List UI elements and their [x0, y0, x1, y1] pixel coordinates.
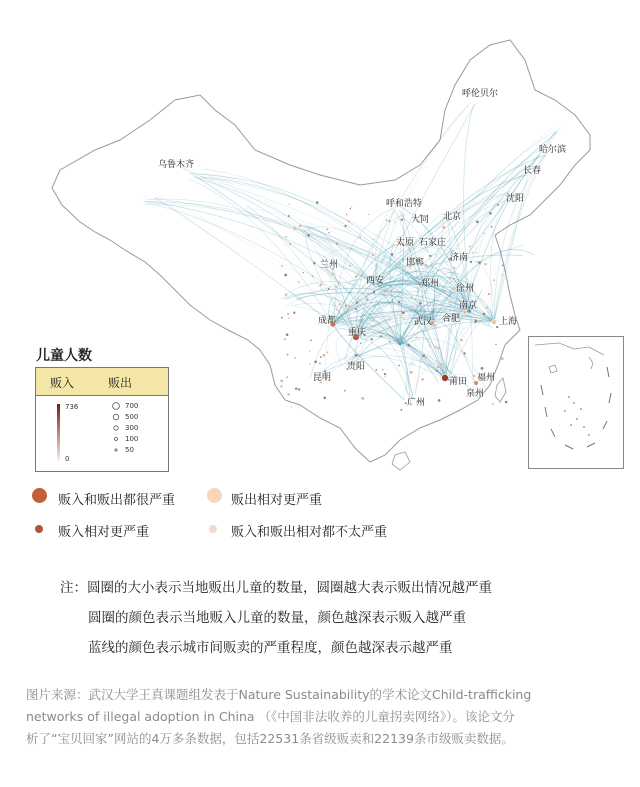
- minor-city-dot: [416, 284, 418, 286]
- minor-city-dot: [505, 401, 508, 404]
- legend-out-50: 50: [125, 446, 134, 454]
- legend-in-max: 736: [65, 403, 79, 411]
- minor-city-dot: [356, 301, 358, 303]
- minor-city-dot: [368, 214, 369, 215]
- minor-city-dot: [349, 265, 350, 266]
- note-line-1: 注：圆圈的大小表示当地贩出儿童的数量，圆圈越大表示贩出情况越严重: [60, 580, 492, 596]
- minor-city-dot: [413, 363, 414, 364]
- city-label-shanghai: 上海: [499, 317, 518, 327]
- city-label-kunming: 昆明: [313, 373, 332, 383]
- minor-city-dot: [404, 338, 406, 340]
- minor-city-dot: [309, 350, 310, 351]
- minor-city-dot: [435, 347, 436, 348]
- minor-city-dot: [436, 370, 438, 372]
- south-china-sea-inset: [528, 336, 624, 469]
- minor-city-dot: [280, 385, 282, 387]
- minor-city-dot: [402, 278, 404, 280]
- minor-city-dot: [360, 316, 361, 317]
- minor-city-dot: [502, 265, 504, 267]
- city-label-chongqing: 重庆: [348, 328, 367, 338]
- city-label-changchun: 长春: [523, 166, 542, 176]
- minor-city-dot: [495, 234, 497, 236]
- minor-city-dot: [411, 297, 412, 298]
- minor-city-dot: [293, 227, 296, 230]
- minor-city-dot: [425, 356, 427, 358]
- minor-city-dot: [351, 206, 352, 207]
- minor-city-dot: [391, 300, 393, 302]
- source-line-1: 图片来源：武汉大学王真课题组发表于Nature Sustainability的学术论文Child-trafficking: [26, 687, 532, 702]
- minor-city-dot: [472, 252, 474, 254]
- city-label-zhengzhou: 郑州: [421, 279, 440, 289]
- minor-city-dot: [402, 312, 405, 315]
- minor-city-dot: [320, 356, 322, 358]
- minor-city-dot: [375, 369, 377, 371]
- category-dot-out-severe: [207, 488, 222, 503]
- minor-city-dot: [491, 226, 493, 228]
- minor-city-dot: [291, 406, 292, 407]
- legend-out-500: 500: [125, 413, 139, 421]
- minor-city-dot: [328, 232, 329, 233]
- minor-city-dot: [309, 363, 311, 365]
- minor-city-dot: [443, 226, 446, 229]
- minor-city-dot: [323, 354, 326, 357]
- minor-city-dot: [410, 371, 413, 374]
- minor-city-dot: [475, 319, 478, 322]
- minor-city-dot: [501, 275, 502, 276]
- minor-city-dot: [484, 263, 486, 265]
- minor-city-dot: [486, 307, 488, 309]
- city-label-urumqi: 乌鲁木齐: [158, 160, 195, 170]
- minor-city-dot: [448, 302, 450, 304]
- minor-city-dot: [470, 261, 472, 263]
- category-label-neither-severe: 贩入和贩出相对都不太严重: [231, 525, 388, 540]
- city-label-wuhan: 武汉: [414, 317, 433, 327]
- minor-city-dot: [346, 214, 347, 215]
- minor-city-dot: [424, 264, 427, 267]
- minor-city-dot: [462, 210, 463, 211]
- minor-city-dot: [303, 272, 304, 273]
- minor-city-dot: [478, 261, 481, 264]
- minor-city-dot: [398, 301, 400, 303]
- minor-city-dot: [488, 293, 491, 296]
- city-label-hulunbuir: 呼伦贝尔: [462, 89, 499, 99]
- legend-in-min: 0: [65, 455, 70, 463]
- minor-city-dot: [402, 259, 404, 261]
- minor-city-dot: [484, 233, 485, 234]
- legend-out-circle-300: [114, 426, 118, 430]
- city-label-xian: 西安: [366, 276, 385, 286]
- minor-city-dot: [288, 215, 290, 217]
- source-line-2: networks of illegal adoption in China （《中国非法收养的儿童拐卖网络》）。该论文分: [26, 709, 515, 724]
- minor-city-dot: [319, 363, 320, 364]
- minor-city-dot: [380, 335, 382, 337]
- minor-city-dot: [404, 318, 406, 320]
- minor-city-dot: [312, 275, 314, 277]
- legend-out-100: 100: [125, 435, 139, 443]
- minor-city-dot: [429, 255, 431, 257]
- city-label-hefei: 合肥: [442, 314, 461, 324]
- minor-city-dot: [373, 320, 375, 322]
- minor-city-dot: [326, 228, 328, 230]
- city-label-quanzhou: 泉州: [466, 389, 485, 399]
- minor-city-dot: [441, 304, 442, 305]
- note-line-3: 蓝线的颜色表示城市间贩卖的严重程度，颜色越深表示越严重: [88, 640, 453, 656]
- minor-city-dot: [331, 273, 333, 275]
- legend-out-300: 300: [125, 424, 139, 432]
- category-dot-both-severe: [32, 488, 47, 503]
- minor-city-dot: [320, 283, 323, 286]
- city-label-shenyang: 沈阳: [506, 194, 525, 204]
- minor-city-dot: [389, 319, 391, 321]
- minor-city-dot: [287, 313, 289, 315]
- minor-city-dot: [285, 294, 287, 296]
- minor-city-dot: [299, 224, 301, 226]
- minor-city-dot: [366, 299, 368, 301]
- minor-city-dot: [385, 219, 387, 221]
- minor-city-dot: [328, 288, 330, 290]
- minor-city-dot: [286, 376, 287, 377]
- minor-city-dot: [492, 403, 494, 405]
- category-label-out-severe: 贩出相对更严重: [231, 493, 323, 508]
- city-label-beijing: 北京: [443, 212, 462, 222]
- minor-city-dot: [461, 350, 463, 352]
- minor-city-dot: [473, 375, 475, 377]
- minor-city-dot: [287, 354, 289, 356]
- minor-city-dot: [288, 318, 289, 319]
- minor-city-dot: [355, 354, 358, 357]
- minor-city-dot: [476, 252, 477, 253]
- city-label-jinan: 济南: [450, 253, 469, 263]
- minor-city-dot: [429, 345, 431, 347]
- minor-city-dot: [497, 204, 499, 206]
- minor-city-dot: [281, 265, 282, 266]
- legend-title: 儿童人数: [36, 348, 92, 364]
- minor-city-dot: [384, 373, 386, 375]
- minor-city-dot: [298, 281, 300, 283]
- legend-col-out: 贩出: [108, 376, 133, 390]
- minor-city-dot: [438, 347, 441, 350]
- legend-out-circle-100: [115, 438, 118, 441]
- minor-city-dot: [437, 366, 440, 369]
- minor-city-dot: [284, 274, 287, 277]
- city-label-nanjing: 南京: [459, 301, 478, 311]
- minor-city-dot: [336, 243, 338, 245]
- legend-out-circle-50: [115, 449, 117, 451]
- minor-city-dot: [295, 388, 297, 390]
- minor-city-dot: [360, 342, 361, 343]
- legend-in-gradient: [57, 404, 60, 460]
- minor-city-dot: [373, 291, 375, 293]
- category-dot-in-severe: [35, 525, 43, 533]
- minor-city-dot: [422, 354, 425, 357]
- minor-city-dot: [444, 290, 446, 292]
- minor-city-dot: [421, 378, 424, 381]
- minor-city-dot: [355, 308, 357, 310]
- city-label-datong: 大同: [411, 215, 430, 225]
- minor-city-dot: [344, 390, 346, 392]
- minor-city-dot: [359, 236, 361, 238]
- category-label-in-severe: 贩入相对更严重: [58, 525, 150, 540]
- minor-city-dot: [419, 302, 421, 304]
- minor-city-dot: [361, 397, 364, 400]
- minor-city-dot: [372, 254, 374, 256]
- legend-out-circle-700: [113, 403, 120, 410]
- legend-out-circle-500: [113, 414, 119, 420]
- minor-city-dot: [372, 239, 373, 240]
- legend-box: [35, 367, 169, 472]
- minor-city-dot: [297, 388, 299, 390]
- minor-city-dot: [336, 309, 338, 311]
- city-label-fuzhou: 福州: [477, 373, 496, 383]
- legend-scales: [36, 396, 168, 470]
- minor-city-dot: [501, 357, 504, 360]
- minor-city-dot: [476, 261, 477, 262]
- legend-header: [36, 368, 168, 396]
- minor-city-dot: [286, 333, 289, 336]
- minor-city-dot: [370, 338, 372, 340]
- minor-city-dot: [469, 245, 471, 247]
- minor-city-dot: [307, 234, 310, 237]
- city-label-taiyuan: 太原: [396, 238, 415, 248]
- minor-city-dot: [355, 275, 358, 278]
- city-label-putian: 莆田: [449, 377, 468, 387]
- source-line-3: 析了“宝贝回家”网站的4万多条数据，包括22531条省级贩卖和22139条市级贩卖数据。: [26, 731, 514, 746]
- minor-city-dot: [438, 399, 441, 402]
- minor-city-dot: [488, 323, 489, 324]
- category-label-both-severe: 贩入和贩出都很严重: [58, 493, 176, 508]
- city-marker-shanghai: [491, 319, 496, 324]
- category-dot-neither-severe: [209, 525, 217, 533]
- minor-city-dot: [344, 225, 346, 227]
- minor-city-dot: [382, 369, 384, 371]
- legend-col-in: 贩入: [50, 376, 75, 390]
- minor-city-dot: [294, 357, 295, 358]
- minor-city-dot: [476, 221, 479, 224]
- source-caption: [26, 684, 622, 750]
- city-label-xuzhou: 徐州: [456, 284, 475, 294]
- city-marker-putian: [442, 375, 449, 382]
- minor-city-dot: [493, 279, 495, 281]
- minor-city-dot: [489, 212, 492, 215]
- minor-city-dot: [463, 352, 465, 354]
- city-label-guangzhou: 广州: [407, 398, 426, 408]
- minor-city-dot: [339, 303, 341, 305]
- minor-city-dot: [389, 340, 391, 342]
- minor-city-dot: [284, 338, 286, 340]
- minor-city-dot: [395, 222, 396, 223]
- note-line-2: 圆圈的颜色表示当地贩入儿童的数量，颜色越深表示贩入越严重: [88, 610, 466, 626]
- minor-city-dot: [310, 340, 312, 342]
- minor-city-dot: [495, 344, 496, 345]
- minor-city-dot: [400, 409, 402, 411]
- minor-city-dot: [280, 380, 283, 383]
- minor-city-dot: [442, 364, 443, 365]
- city-label-shijiazhuang: 石家庄: [419, 238, 447, 248]
- minor-city-dot: [287, 393, 289, 395]
- minor-city-dot: [407, 344, 410, 347]
- minor-city-dot: [327, 352, 329, 354]
- legend-out-700: 700: [125, 402, 139, 410]
- minor-city-dot: [314, 361, 317, 364]
- minor-city-dot: [348, 306, 350, 308]
- minor-city-dot: [348, 220, 350, 222]
- minor-city-dot: [289, 243, 291, 245]
- minor-city-dot: [453, 267, 455, 269]
- minor-city-dot: [316, 201, 319, 204]
- minor-city-dot: [384, 376, 385, 377]
- inset-islands: [529, 337, 623, 468]
- city-label-handan: 邯郸: [406, 258, 425, 268]
- minor-city-dot: [483, 313, 486, 316]
- minor-city-dot: [335, 286, 337, 288]
- city-label-chengdu: 成都: [318, 316, 337, 326]
- minor-city-dot: [383, 290, 385, 292]
- minor-city-dot: [460, 339, 463, 342]
- minor-city-dot: [398, 365, 400, 367]
- minor-city-dot: [401, 219, 403, 221]
- minor-city-dot: [391, 253, 394, 256]
- city-label-guiyang: 贵阳: [347, 362, 366, 372]
- minor-city-dot: [293, 312, 295, 314]
- minor-city-dot: [453, 278, 454, 279]
- minor-city-dot: [288, 204, 289, 205]
- minor-city-dot: [345, 305, 347, 307]
- city-label-harbin: 哈尔滨: [539, 145, 567, 155]
- minor-city-dot: [350, 208, 351, 209]
- city-label-lanzhou: 兰州: [320, 260, 339, 270]
- minor-city-dot: [313, 262, 315, 264]
- minor-city-dot: [323, 397, 326, 400]
- city-label-hohhot: 呼和浩特: [386, 199, 423, 209]
- minor-city-dot: [388, 220, 390, 222]
- minor-city-dot: [285, 236, 287, 238]
- minor-city-dot: [392, 331, 393, 332]
- minor-city-dot: [281, 317, 283, 319]
